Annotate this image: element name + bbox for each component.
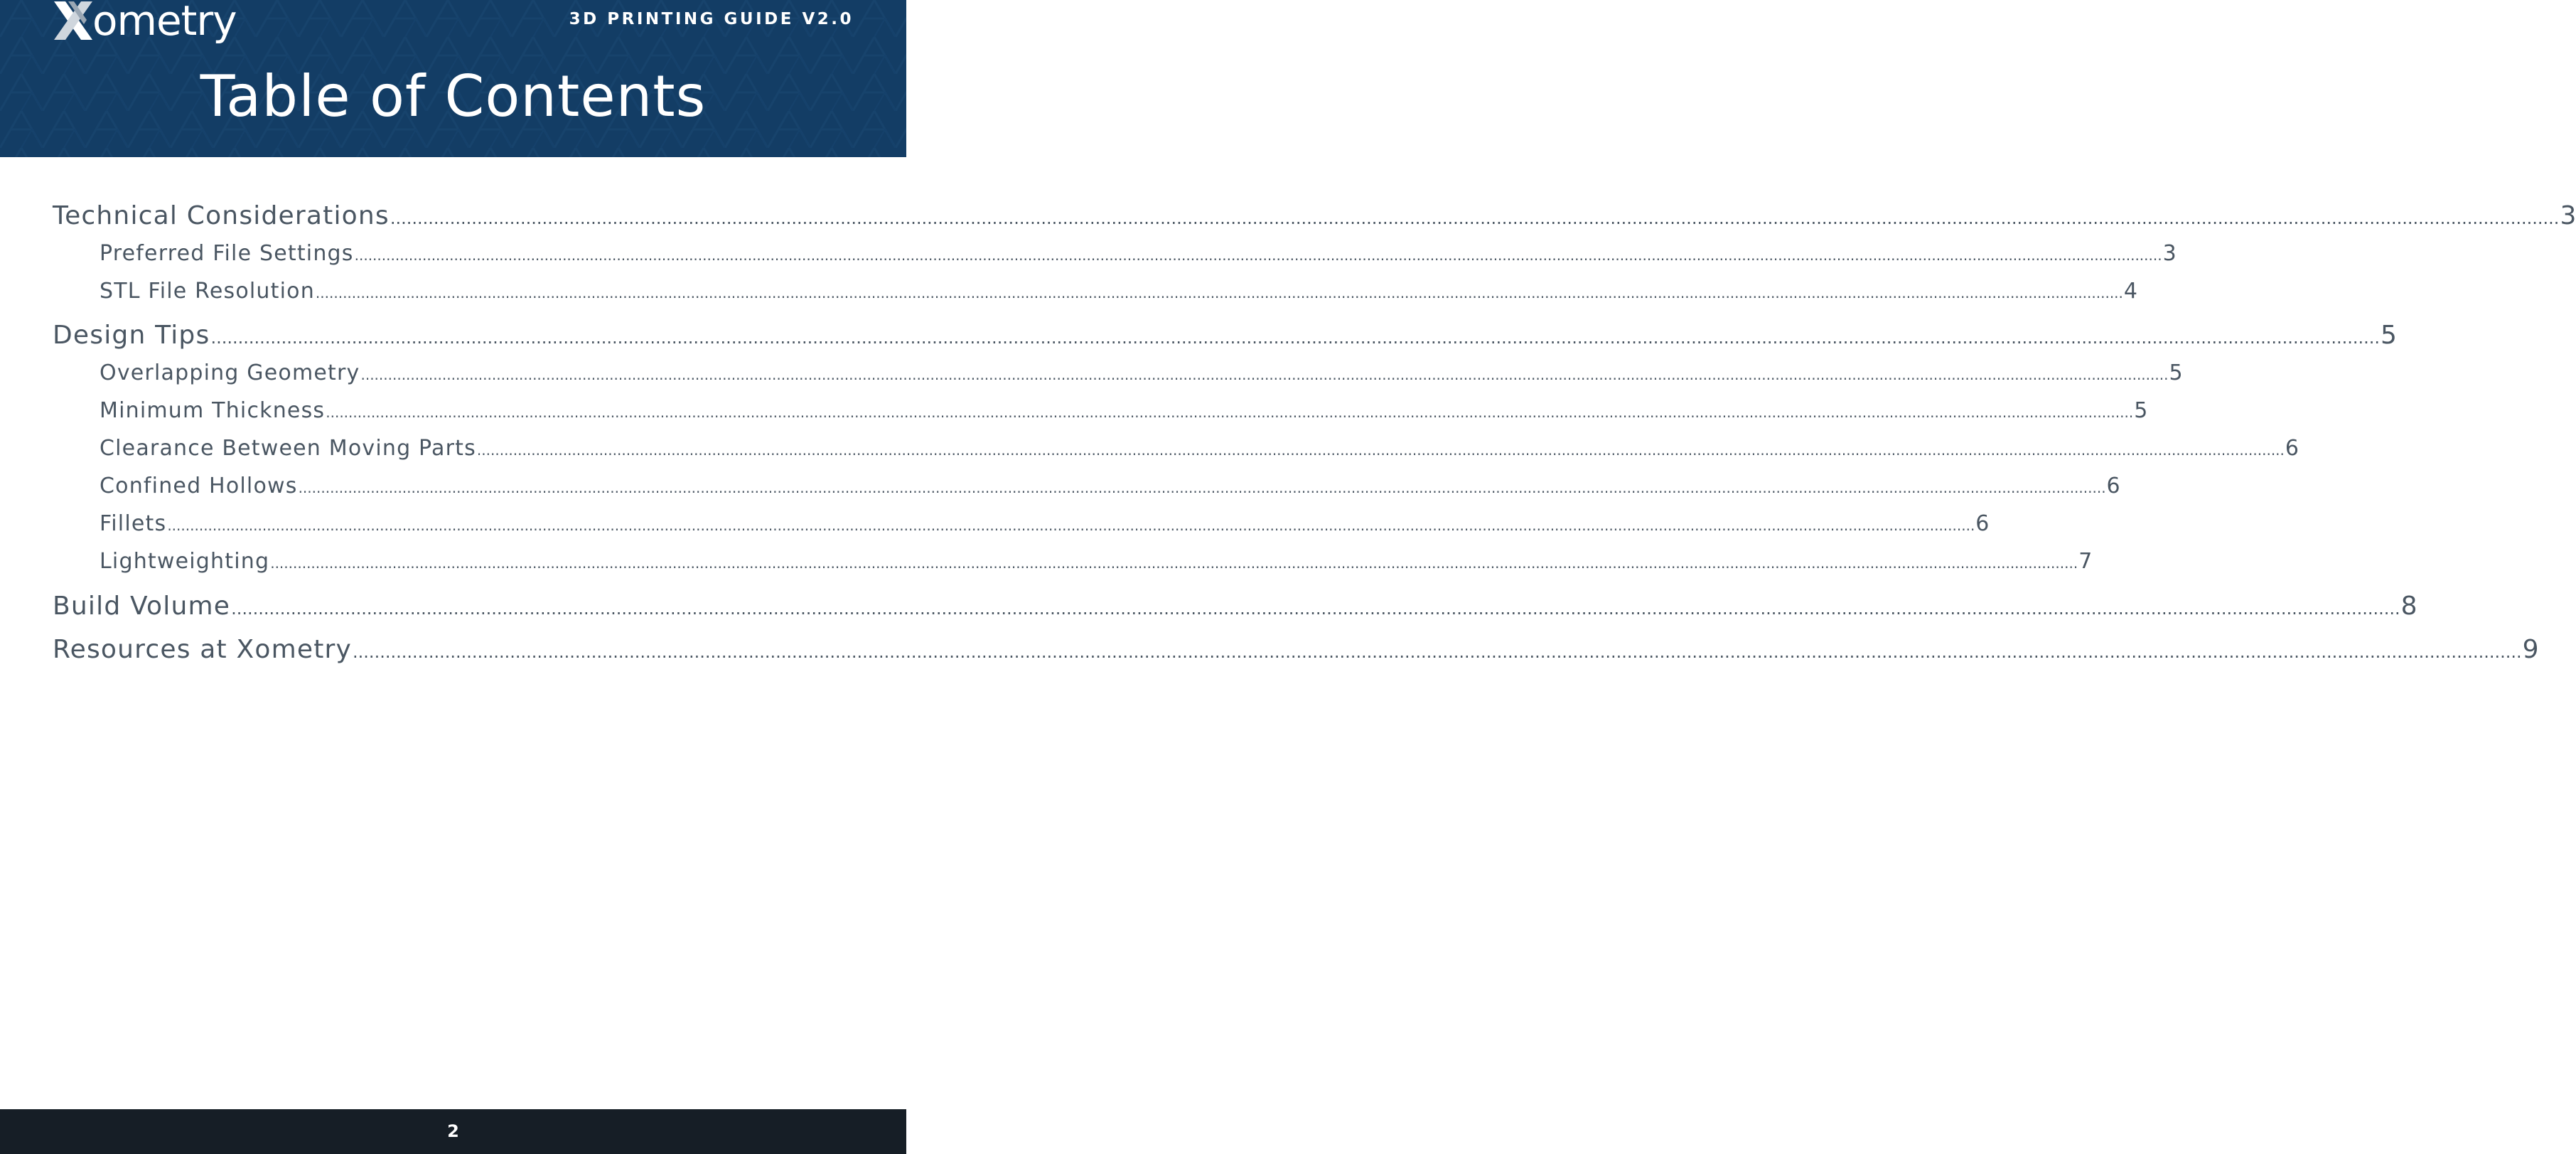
toc-entry-minimum-thickness[interactable]	[100, 396, 2148, 426]
toc-leader-dots: ................................................................................................................................................................................................................................................................................................................................................................................................................	[354, 247, 2162, 264]
toc-entry-preferred-file-settings[interactable]	[100, 239, 2177, 269]
toc-leader-dots: ................................................................................................................................................................................................................................................................................................................................................................................................................	[210, 328, 2380, 348]
toc-leader-dots: ................................................................................................................................................................................................................................................................................................................................................................................................................	[315, 284, 2123, 301]
toc-entry-label: Clearance Between Moving Parts	[100, 436, 476, 461]
toc-entry-stl-file-resolution[interactable]	[100, 277, 2137, 306]
toc-leader-dots: ................................................................................................................................................................................................................................................................................................................................................................................................................	[476, 442, 2285, 459]
toc-entry-label: Preferred File Settings	[100, 241, 354, 266]
page-number: 2	[447, 1121, 459, 1141]
toc-entry-label: Design Tips	[53, 321, 210, 350]
toc-entry-page: 5	[2169, 360, 2183, 385]
toc-entry-label: Minimum Thickness	[100, 398, 326, 423]
toc-entry-page: 6	[1975, 511, 1990, 536]
toc-entry-page: 5	[2381, 321, 2397, 350]
toc-entry-design-tips[interactable]	[53, 319, 2397, 353]
toc-entry-page: 8	[2400, 592, 2417, 621]
toc-leader-dots: ................................................................................................................................................................................................................................................................................................................................................................................................................	[360, 366, 2169, 383]
header-banner	[0, 0, 906, 157]
toc-entry-clearance-between-moving-parts[interactable]	[100, 434, 2299, 464]
logo-wordmark: ometry	[92, 0, 237, 45]
toc-entry-fillets[interactable]	[100, 509, 1990, 539]
toc-leader-dots: ................................................................................................................................................................................................................................................................................................................................................................................................................	[390, 208, 2560, 228]
toc-entry-label: STL File Resolution	[100, 279, 315, 304]
xometry-x-mark-icon	[53, 0, 94, 41]
toc-leader-dots: ................................................................................................................................................................................................................................................................................................................................................................................................................	[231, 599, 2400, 619]
toc-entry-label: Resources at Xometry	[53, 635, 353, 664]
toc-leader-dots: ................................................................................................................................................................................................................................................................................................................................................................................................................	[298, 479, 2106, 496]
toc-entry-page: 4	[2123, 279, 2137, 304]
toc-entry-page: 6	[2285, 436, 2299, 461]
toc-entry-page: 6	[2106, 474, 2120, 498]
footer-bar	[0, 1109, 906, 1154]
toc-entry-label: Fillets	[100, 511, 167, 536]
toc-entry-build-volume[interactable]	[53, 589, 2417, 624]
toc-entry-label: Technical Considerations	[53, 201, 390, 230]
toc-entry-label: Build Volume	[53, 592, 231, 621]
toc-entry-page: 5	[2134, 398, 2148, 423]
toc-entry-resources-at-xometry[interactable]	[53, 633, 2539, 667]
toc-entry-label: Confined Hollows	[100, 474, 298, 498]
toc-entry-page: 7	[2078, 549, 2093, 574]
toc-leader-dots: ................................................................................................................................................................................................................................................................................................................................................................................................................	[167, 517, 1975, 534]
toc-entry-lightweighting[interactable]	[100, 547, 2093, 577]
toc-entry-overlapping-geometry[interactable]	[100, 358, 2183, 388]
toc-leader-dots: ................................................................................................................................................................................................................................................................................................................................................................................................................	[326, 404, 2134, 421]
toc-entry-confined-hollows[interactable]	[100, 471, 2120, 501]
toc-entry-page: 3	[2162, 241, 2177, 266]
toc-leader-dots: ................................................................................................................................................................................................................................................................................................................................................................................................................	[270, 555, 2078, 572]
page-title: Table of Contents	[200, 63, 707, 129]
xometry-logo	[53, 0, 237, 44]
toc-entry-technical-considerations[interactable]	[53, 199, 2576, 233]
toc-leader-dots: ................................................................................................................................................................................................................................................................................................................................................................................................................	[353, 642, 2522, 662]
toc-entry-page: 9	[2522, 635, 2539, 664]
toc-entry-label: Overlapping Geometry	[100, 360, 360, 385]
guide-version-label: 3D PRINTING GUIDE V2.0	[569, 10, 854, 28]
toc-entry-label: Lightweighting	[100, 549, 270, 574]
toc-entry-page: 3	[2560, 201, 2576, 230]
